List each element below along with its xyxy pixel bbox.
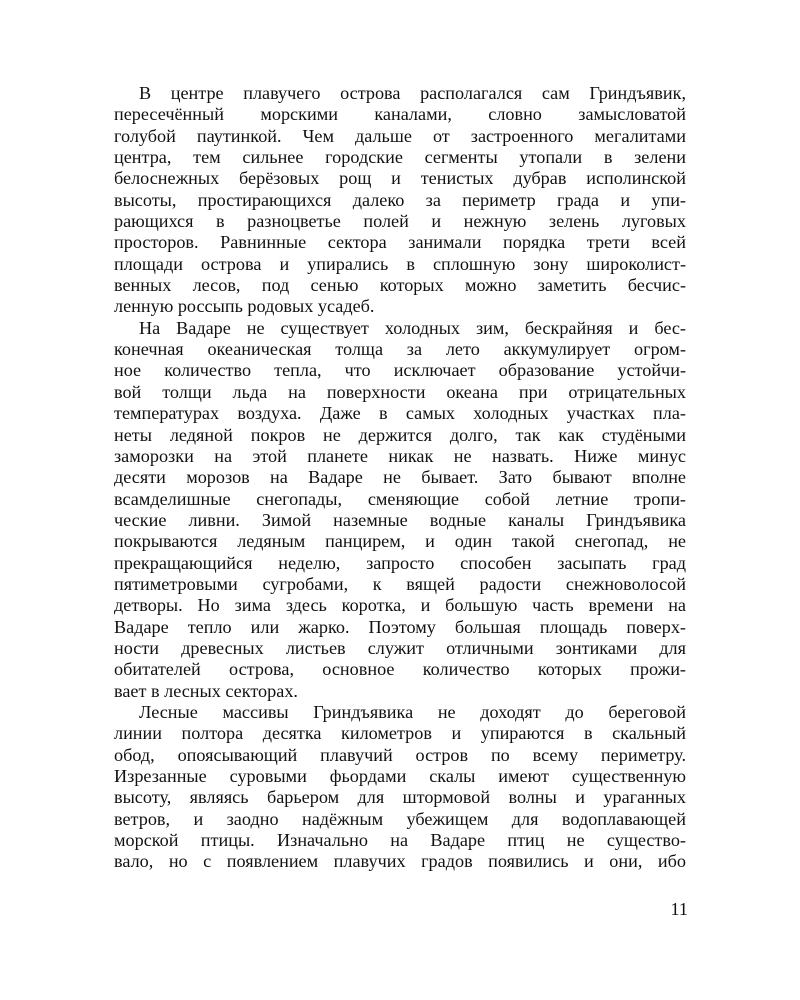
text-line: линии полтора десятка километров и упираются в скальный [114,723,686,744]
text-line: температурах воздуха. Даже в самых холодных участках пла- [114,403,686,424]
text-line: морской птицы. Изначально на Вадаре птиц не существо- [114,830,686,851]
text-line: Вадаре тепло или жарко. Поэтому большая площадь поверх- [114,616,686,637]
text-line: голубой паутинкой. Чем дальше от застроенного мегалитами [114,125,686,146]
text-line: десяти морозов на Вадаре не бывает. Зато бывают вполне [114,467,686,488]
paragraph-2 [114,317,686,702]
text-line: всамделишные снегопады, сменяющие собой летние тропи- [114,488,686,509]
page-number: 11 [670,899,688,919]
text-line: В центре плавучего острова располагался сам Гриндъявик, [139,83,686,103]
text-line: заморозки на этой планете никак не назвать. Ниже минус [114,445,686,466]
text-line: покрываются ледяным панцирем, и один такой снегопад, не [114,531,686,552]
text-line: пятиметровыми сугробами, к вящей радости снежноволосой [114,573,686,594]
text-line: Лесные массивы Гриндъявика не доходят до береговой [139,701,686,722]
paragraph-1 [114,83,686,318]
text-line: Изрезанные суровыми фьордами скалы имеют существенную [114,766,686,786]
text-line: высоты, простирающихся далеко за периметр града и упи- [114,189,686,210]
text-line: вало, но с появлением плавучих градов появились и они, ибо [114,851,686,872]
text-line: ческие ливни. Зимой наземные водные каналы Гриндъявика [114,509,686,530]
text-line: ветров, и заодно надёжным убежищем для водоплавающей [114,808,686,829]
text-line: обод, опоясывающий плавучий остров по всему периметру. [114,744,686,765]
text-line: прекращающийся неделю, запросто способен засыпать град [114,552,686,573]
text-line: На Вадаре не существует холодных зим, бескрайняя и бес- [139,317,686,338]
text-line: площади острова и упирались в сплошную зону широколист- [114,253,686,274]
text-line: обитателей острова, основное количество которых прожи- [114,659,686,680]
text-line: вает в лесных секторах. [114,680,298,701]
text-line: белоснежных берёзовых рощ и тенистых дубрав исполинской [114,168,686,189]
text-line: центра, тем сильнее городские сегменты утопали в зелени [114,147,686,168]
text-line: детворы. Но зима здесь коротка, и большую часть времени на [114,595,686,616]
text-line: пересечённый морскими каналами, словно замысловатой [114,104,686,125]
book-page-text [114,83,686,873]
text-line: конечная океаническая толща за лето аккумулирует огром- [114,339,686,360]
text-line: вой толщи льда на поверхности океана при отрицательных [114,381,686,402]
text-line: рающихся в разноцветье полей и нежную зелень луговых [114,211,686,232]
text-line: ленную россыпь родовых усадеб. [114,296,375,317]
text-line: ности древесных листьев служит отличными зонтиками для [114,637,686,658]
text-line: венных лесов, под сенью которых можно заметить бесчис- [114,275,686,296]
text-line: высоту, являясь барьером для штормовой волны и ураганных [114,787,686,808]
text-line: ное количество тепла, что исключает образование устойчи- [114,360,686,381]
paragraph-3 [114,701,686,873]
text-line: просторов. Равнинные сектора занимали порядка трети всей [114,232,686,253]
text-line: неты ледяной покров не держится долго, так как студёными [114,424,686,445]
